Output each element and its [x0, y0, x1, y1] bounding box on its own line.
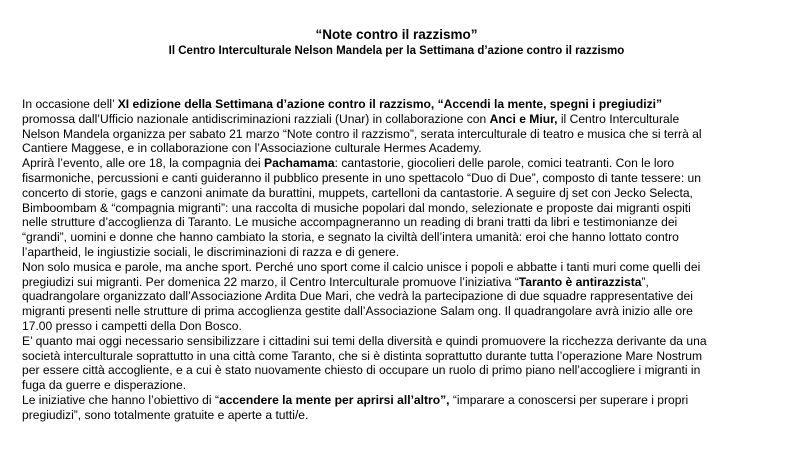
body-line: [22, 378, 792, 393]
body-line: [22, 156, 792, 171]
text-segment: Aprirà l’evento, alle ore 18, la compagnia dei: [22, 156, 265, 171]
body-line: [22, 260, 792, 275]
body-line: [22, 334, 792, 349]
text-segment: fuga da guerre e disperazione.: [22, 378, 187, 393]
text-segment: nelle strutture d’accoglienza di Taranto. Le musiche accompagneranno un reading di brani tratti da libri e testimonianze dei: [22, 215, 678, 230]
text-segment: quadrangolare organizzato dall’Associazione Ardita Due Mari, che vedrà la partecipazione di due squadre rappresentative dei: [22, 289, 693, 304]
bold-text-segment: Pachamama: [264, 156, 335, 171]
bold-text-segment: XI edizione della Settimana d’azione contro il razzismo, “Accendi la mente, spegni i pregiudizi”: [117, 97, 663, 111]
bold-text-segment: Anci e Miur,: [489, 111, 558, 126]
text-segment: Bimboombam & “compagnia migranti”: una raccolta di musiche popolari dal mondo, selezionate e proposte dai migranti ospiti: [22, 200, 691, 215]
body-line: [22, 275, 792, 290]
body-line: [22, 201, 792, 216]
body-line: [22, 230, 792, 245]
body-line: [22, 245, 792, 260]
text-segment: 17.00 presso i campetti della Don Bosco.: [22, 318, 242, 333]
body-line: [22, 319, 792, 334]
body-line: [22, 186, 792, 201]
body-line: [22, 97, 792, 112]
text-segment: Non solo musica e parole, ma anche sport. Perché uno sport come il calcio unisce i popoli e abbatte i tanti muri come quelli dei: [22, 259, 701, 274]
bold-text-segment: accendere la mente per aprirsi all’altro”,: [218, 392, 450, 407]
body-line: [22, 289, 792, 304]
text-segment: Le iniziative che hanno l’obiettivo di “: [22, 392, 219, 407]
text-segment: “grandi”, uomini e donne che hanno cambiato la storia, e segnato la civiltà dell’intera umanità: eroi che hanno lottato contro: [22, 230, 679, 245]
document-title: “Note contro il razzismo”: [315, 27, 478, 42]
document-body: [22, 97, 792, 423]
text-segment: promossa dall’Ufficio nazionale antidiscriminazioni razziali (Unar) in collaborazione con: [22, 111, 490, 126]
text-segment: migranti presenti nelle strutture di prima accoglienza gestite dall’Associazione Salam ong. Il quadrangolare avrà inizio alle ore: [22, 304, 693, 319]
body-line: [22, 304, 792, 319]
text-segment: : cantastorie, giocolieri delle parole, comici teatranti. Con le loro: [334, 156, 675, 171]
text-segment: l’apartheid, le ingiustizie sociali, le discriminazioni di razza e di genere.: [22, 244, 400, 259]
text-segment: “imparare a conoscersi per superare i propri: [449, 392, 689, 407]
text-segment: il Centro Interculturale: [557, 111, 680, 126]
text-segment: società interculturale soprattutto in una città come Taranto, che si è distinta soprattutto durante tutta l’operazione Mare Nostrum: [22, 348, 703, 363]
text-segment: ”,: [641, 274, 649, 289]
text-segment: concerto di storie, gags e canzoni animate da burattini, muppets, cartelloni da cantastorie. A seguire dj set con Jecko Selecta,: [22, 185, 693, 200]
body-line: [22, 408, 792, 423]
bold-text-segment: Taranto è antirazzista: [518, 274, 642, 289]
body-line: [22, 127, 792, 142]
text-segment: fisarmoniche, percussioni e canti guideranno il pubblico presente in uno spettacolo “Duo di Due”, composto di tante tessere: un: [22, 170, 701, 185]
body-line: [22, 349, 792, 364]
text-segment: pregiudizi sui migranti. Per domenica 22 marzo, il Centro Interculturale promuove l’iniziativa “: [22, 274, 519, 289]
body-line: [22, 363, 792, 378]
body-line: [22, 141, 792, 156]
body-line: [22, 112, 792, 127]
text-segment: E’ quanto mai oggi necessario sensibilizzare i cittadini sui temi della diversità e quindi promuovere la ricchezza derivante da una: [22, 333, 707, 348]
body-line: [22, 215, 792, 230]
text-segment: Cantiere Maggese, e in collaborazione con l’Associazione culturale Hermes Academy.: [22, 141, 482, 156]
text-segment: Nelson Mandela organizza per sabato 21 marzo “Note contro il razzismo”, serata interculturale di teatro e musica che si terrà al: [22, 126, 702, 141]
document-subtitle: Il Centro Interculturale Nelson Mandela per la Settimana d’azione contro il razzismo: [168, 45, 625, 57]
text-segment: In occasione dell’: [22, 97, 118, 111]
body-line: [22, 171, 792, 186]
text-segment: per essere città accogliente, e a cui è stato nuovamente chiesto di occupare un ruolo di primo piano nell’accogliere i migranti in: [22, 363, 701, 378]
body-line: [22, 393, 792, 408]
text-segment: pregiudizi”, sono totalmente gratuite e aperte a tutti/e.: [22, 407, 309, 422]
